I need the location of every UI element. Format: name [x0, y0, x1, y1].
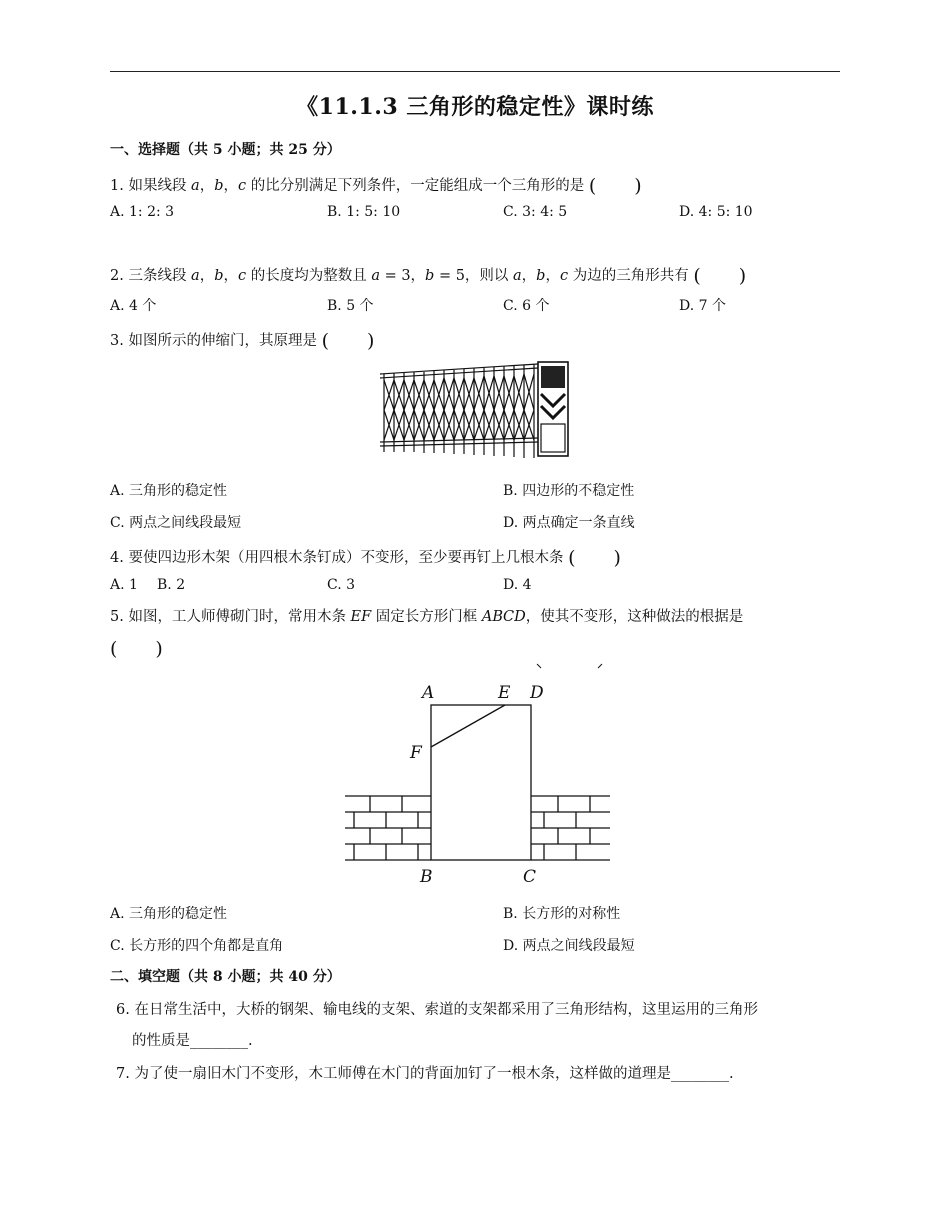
option-c: C. 两点之间线段最短 [110, 515, 242, 531]
answer-paren: ( ) [321, 330, 375, 352]
label-d: D [530, 683, 544, 703]
question-5-text: 5. 如图，工人师傅砌门时，常用木条 𝐸𝐹 固定长方形门框 𝐴𝐵𝐶𝐷，使其不变形，这种做法的根据是 [110, 609, 744, 625]
question-1-text: 1. 如果线段 𝑎，𝑏，𝑐 的比分别满足下列条件，一定能组成一个三角形的是 [110, 178, 585, 194]
question-1 [110, 171, 642, 198]
option-b: B. 长方形的对称性 [503, 906, 621, 922]
option-d: D. 两点之间线段最短 [503, 938, 635, 954]
answer-paren: ( ) [588, 175, 642, 197]
option-a: A. 三角形的稳定性 [110, 483, 228, 499]
option-c: C. 3: 4: 5 [503, 204, 568, 220]
question-2 [110, 261, 746, 288]
label-a: A [422, 683, 435, 703]
question-6-line2: 的性质是________. [132, 1033, 253, 1049]
section-heading-choice: 一、选择题（共 5 小题；共 25 分） [110, 142, 341, 158]
option-d: D. 两点确定一条直线 [503, 515, 635, 531]
question-4-text: 4. 要使四边形木架（用四根木条钉成）不变形，至少要再钉上几根木条 [110, 550, 564, 566]
answer-paren: ( ) [693, 265, 747, 287]
option-c: C. 长方形的四个角都是直角 [110, 938, 284, 954]
retractable-gate-figure [378, 360, 573, 464]
question-5 [110, 605, 743, 626]
question-7: 7. 为了使一扇旧木门不变形，木工师傅在木门的背面加钉了一根木条，这样做的道理是________. [116, 1066, 734, 1082]
option-c: C. 6 个 [503, 298, 550, 314]
label-c: C [523, 867, 537, 887]
question-3 [110, 326, 374, 353]
door-frame-figure [340, 660, 615, 890]
answer-paren: ( ) [110, 638, 163, 660]
option-c: C. 3 [327, 577, 356, 593]
option-b: B. 1: 5: 10 [327, 204, 401, 220]
option-b: B. 四边形的不稳定性 [503, 483, 635, 499]
option-d: D. 7 个 [679, 298, 726, 314]
label-f: F [410, 743, 422, 763]
page-title: 《11.1.3 三角形的稳定性》课时练 [296, 94, 654, 120]
question-4 [110, 543, 621, 570]
option-b: B. 2 [157, 577, 186, 593]
option-d: D. 4: 5: 10 [679, 204, 753, 220]
header-rule [110, 71, 840, 72]
question-3-text: 3. 如图所示的伸缩门，其原理是 [110, 333, 317, 349]
question-6-line1: 6. 在日常生活中，大桥的钢架、输电线的支架、索道的支架都采用了三角形结构，这里运用的三角形 [116, 1002, 758, 1018]
answer-paren: ( ) [568, 547, 621, 569]
option-a: A. 1: 2: 3 [110, 204, 175, 220]
option-a: A. 三角形的稳定性 [110, 906, 228, 922]
option-a: A. 4 个 [110, 298, 157, 314]
question-5-paren-line [110, 634, 163, 661]
label-e: E [498, 683, 511, 703]
section-heading-fill: 二、填空题（共 8 小题；共 40 分） [110, 969, 341, 985]
option-b: B. 5 个 [327, 298, 374, 314]
label-b: B [420, 867, 433, 887]
question-2-text: 2. 三条线段 𝑎，𝑏，𝑐 的长度均为整数且 𝑎 = 3，𝑏 = 5，则以 𝑎，𝑏，𝑐 为边的三角形共有 [110, 268, 689, 284]
option-d: D. 4 [503, 577, 532, 593]
option-a: A. 1 [110, 577, 138, 593]
